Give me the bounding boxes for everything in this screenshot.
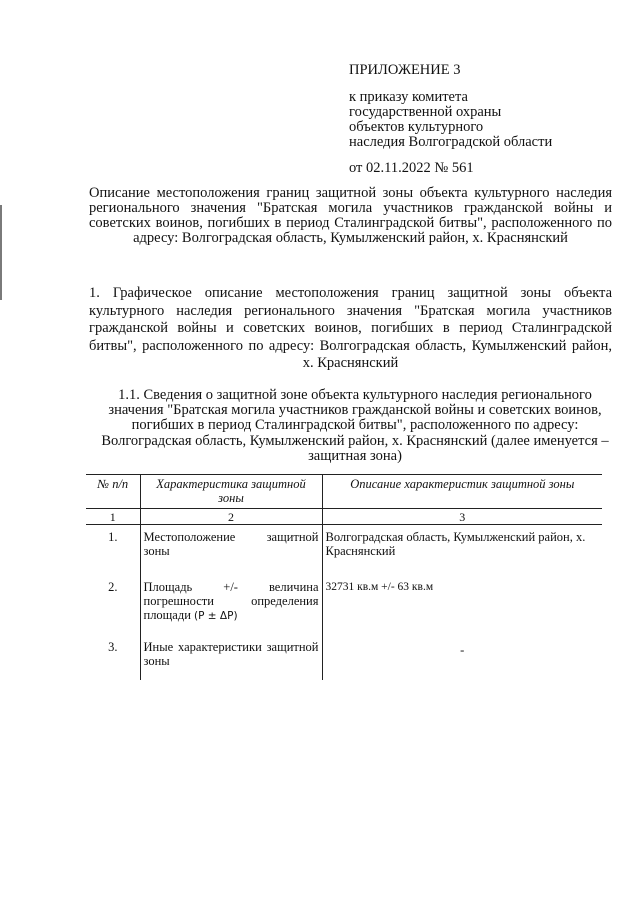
column-number-cell: 3 — [322, 509, 602, 525]
section-1-text: 1. Графическое описание местоположения границ защитной зоны объекта культурного наследия регионального значения "Братская могила участников гражданской войны и советских воинов, погибших в период Сталинградской битвы", расположенного по адресу: Волгоградская область, Кумылженский район, х. Краснянский — [89, 285, 612, 371]
row-characteristic: Площадь +/- величина погрешности определения площади — [143, 580, 319, 622]
row-characteristic: Местоположение защитной зоны — [140, 525, 322, 576]
row-characteristic-cell — [140, 575, 322, 635]
row-number: 2. — [86, 575, 140, 635]
appendix-date: от 02.11.2022 № 561 — [349, 160, 474, 176]
section-1-1-heading: 1.1. Сведения о защитной зоне объекта культурного наследия регионального значения "Братская могила участников гражданской войны и советских воинов, погибших в период Сталинградской битвы", расположенного по адресу: Волгоградская область, Кумылженский район, х. Краснянский (далее именуется – защитная зона) — [101, 387, 609, 464]
row-description: - — [460, 643, 465, 657]
column-header-description: Описание характеристик защитной зоны — [322, 475, 602, 509]
scan-edge-mark — [0, 205, 2, 300]
row-description: Волгоградская область, Кумылженский район, х. Краснянский — [325, 530, 586, 558]
appendix-heading: ПРИЛОЖЕНИЕ 3 — [349, 62, 461, 78]
row-description: 32731 кв.м +/- 63 кв.м — [325, 581, 434, 593]
column-header-number: № п/п — [86, 475, 140, 509]
table-row — [86, 635, 602, 680]
row-number: 3. — [86, 635, 140, 680]
row-number: 1. — [86, 525, 140, 576]
appendix-block — [349, 63, 609, 176]
appendix-line: наследия Волгоградской области — [349, 134, 553, 150]
column-number-cell: 2 — [140, 509, 322, 525]
protective-zone-table — [86, 474, 602, 680]
appendix-line: объектов культурного — [349, 119, 484, 135]
table-row — [86, 575, 602, 635]
row-description-cell — [322, 635, 602, 680]
description-title: Описание местоположения границ защитной зоны объекта культурного наследия регионального значения "Братская могила участников гражданской войны и советских воинов, погибших в период Сталинградской битвы", расположенного по адресу: Волгоградская область, Кумылженский район, х. Краснянский — [89, 185, 612, 246]
appendix-line: государственной охраны — [349, 104, 502, 120]
area-formula: (P ± ΔP) — [194, 610, 238, 622]
column-header-characteristic: Характеристика защитной зоны — [140, 475, 322, 509]
appendix-line: к приказу комитета — [349, 89, 468, 105]
column-number-cell: 1 — [86, 509, 140, 525]
row-characteristic: Иные характеристики защитной зоны — [140, 635, 322, 680]
table-row — [86, 525, 602, 576]
